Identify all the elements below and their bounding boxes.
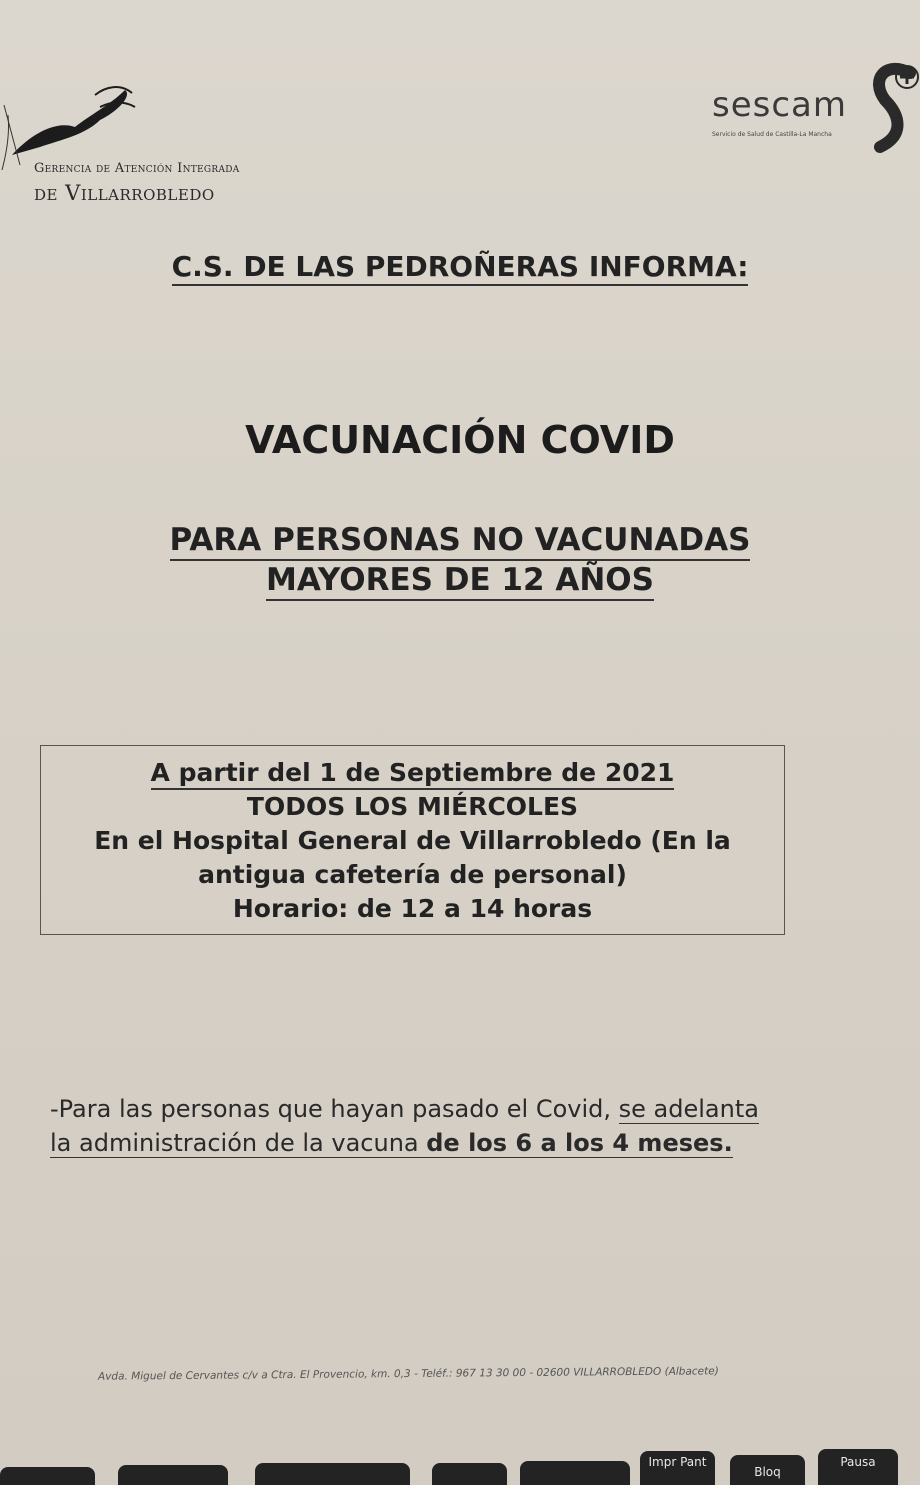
key-bloq: Bloq [730, 1455, 805, 1485]
target-group [0, 520, 920, 600]
keyboard-key [0, 1467, 95, 1485]
note-part-2: se adelanta [618, 1095, 759, 1123]
gerencia-logo-block [0, 75, 320, 215]
weekday: TODOS LOS MIÉRCOLES [246, 792, 579, 821]
covid-note [50, 1092, 850, 1160]
footer-address: Avda. Miguel de Cervantes c/v a Ctra. El Provencio, km. 0,3 - Teléf.: 967 13 30 00 - 02600 VILLARROBLEDO (Albacete) [97, 1365, 719, 1383]
sescam-subtitle: Servicio de Salud de Castilla-La Mancha [712, 131, 832, 138]
keyboard-key [118, 1465, 228, 1485]
heading-informa [0, 250, 920, 283]
gerencia-line-2: de Villarrobledo [34, 181, 215, 205]
subtitle-line-1: PARA PERSONAS NO VACUNADAS [170, 522, 751, 561]
keyboard-key [255, 1463, 410, 1485]
note-part-3: la administración de la vacuna [50, 1129, 427, 1157]
heading-informa-text: C.S. DE LAS PEDROÑERAS INFORMA: [172, 250, 749, 286]
keyboard-key [520, 1461, 630, 1485]
hand-logo-icon [0, 75, 150, 175]
sescam-s-icon [865, 55, 920, 155]
start-date: A partir del 1 de Septiembre de 2021 [151, 758, 675, 790]
keyboard-strip [0, 1448, 920, 1485]
page-title: VACUNACIÓN COVID [245, 418, 675, 462]
schedule-box [40, 745, 785, 935]
key-impr-pant: Impr Pant [640, 1451, 715, 1485]
sescam-logo-block [700, 55, 920, 165]
hours: Horario: de 12 a 14 horas [232, 894, 593, 923]
key-pausa: Pausa [818, 1449, 898, 1485]
note-part-1: -Para las personas que hayan pasado el Covid, [50, 1095, 619, 1123]
sescam-wordmark: sescam [712, 85, 847, 125]
note-part-4: de los 6 a los 4 meses. [426, 1129, 733, 1157]
location-line-1: En el Hospital General de Villarrobledo (En la [94, 826, 731, 855]
location-line-2: antigua cafetería de personal) [198, 860, 627, 889]
subtitle-line-2: MAYORES DE 12 AÑOS [266, 562, 654, 601]
gerencia-line-1: Gerencia de Atención Integrada [34, 161, 240, 176]
keyboard-key [432, 1463, 507, 1485]
